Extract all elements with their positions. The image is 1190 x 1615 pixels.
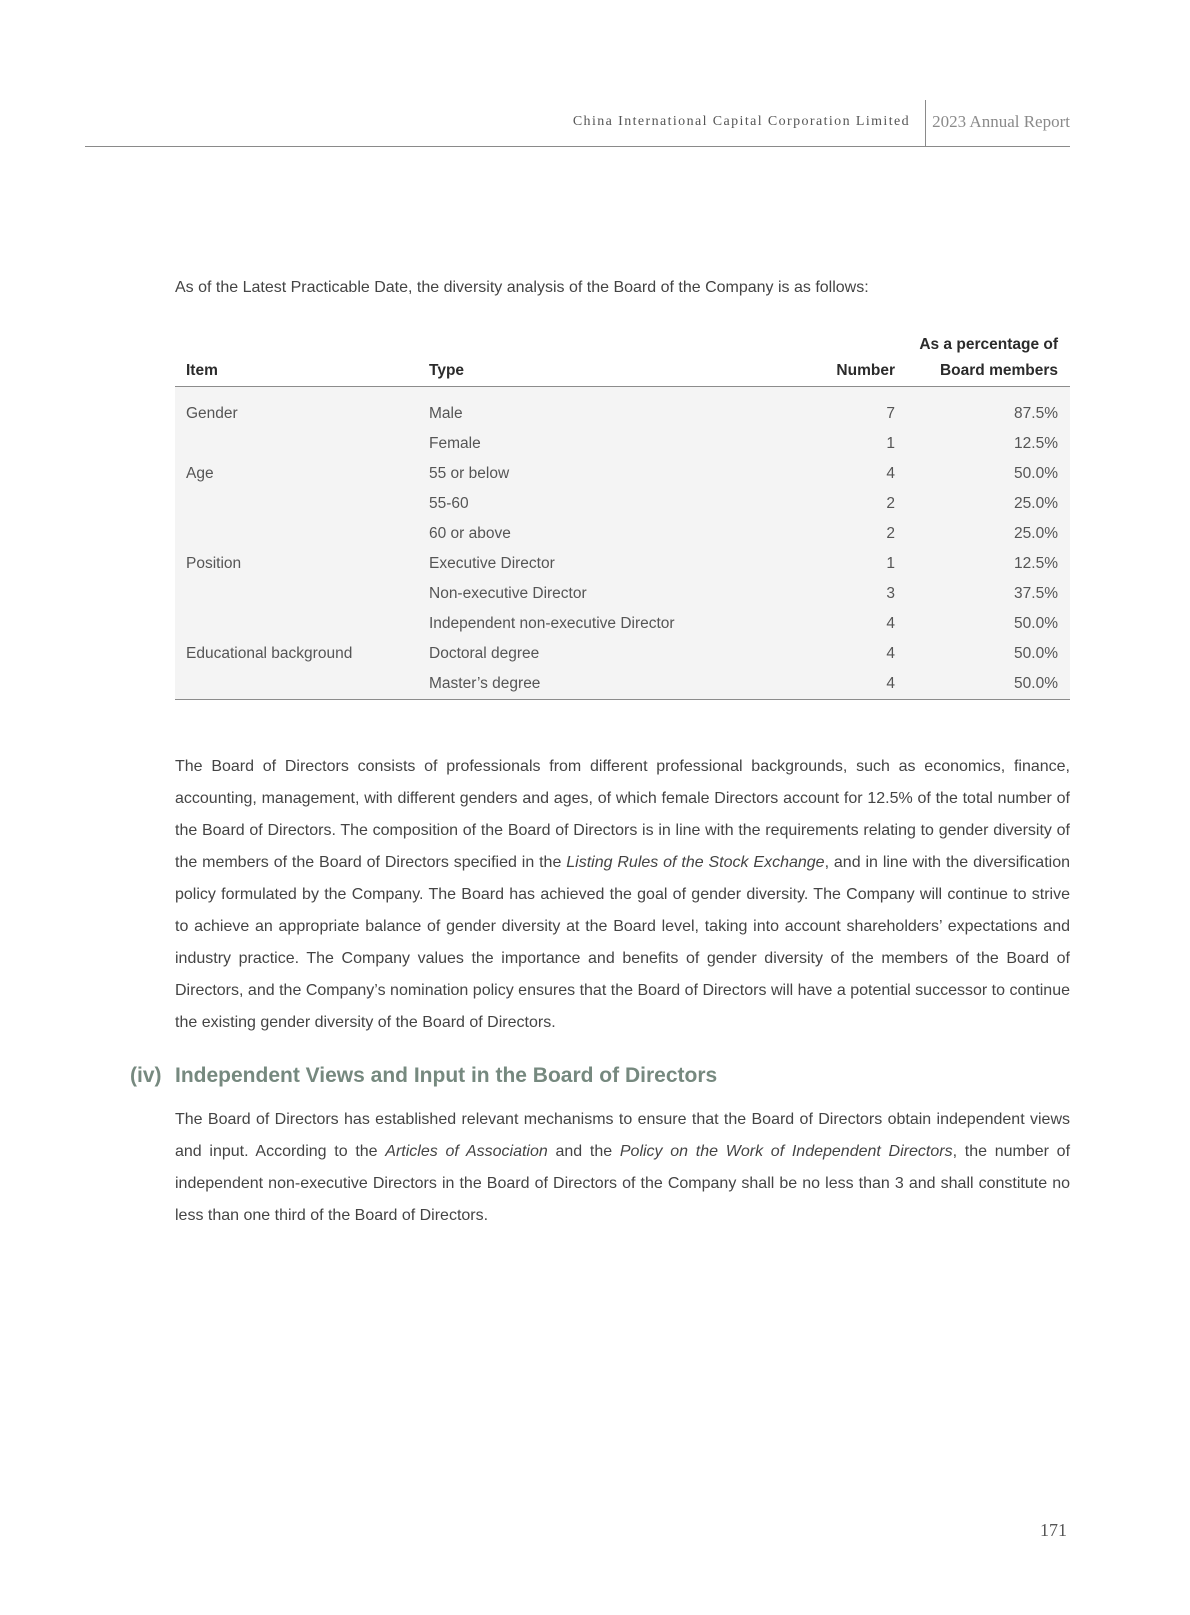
number-cell: 1 bbox=[886, 555, 895, 572]
type-cell: Master’s degree bbox=[418, 669, 793, 700]
type-cell: 55 or below bbox=[429, 465, 510, 482]
item-cell bbox=[175, 489, 418, 519]
type-cell: Executive Director bbox=[429, 555, 555, 572]
pct-cell: 12.5% bbox=[1014, 555, 1058, 572]
item-cell: Age bbox=[186, 465, 214, 482]
item-cell: Educational background bbox=[186, 645, 353, 662]
type-cell: Independent non-executive Director bbox=[429, 615, 675, 632]
item-cell bbox=[175, 609, 418, 639]
type-cell: Doctoral degree bbox=[429, 645, 540, 662]
type-cell: Non-executive Director bbox=[429, 585, 587, 602]
table-row bbox=[175, 489, 1070, 519]
table-row bbox=[175, 519, 1070, 549]
item-header: Item bbox=[175, 362, 418, 387]
table-row bbox=[175, 387, 1070, 430]
item-cell bbox=[175, 429, 418, 459]
table-row bbox=[175, 429, 1070, 459]
intro-text: As of the Latest Practicable Date, the diversity analysis of the Board of the Company is as follows: bbox=[175, 279, 869, 296]
listing-rules-reference: Listing Rules of the Stock Exchange bbox=[566, 854, 825, 871]
pct-cell: 37.5% bbox=[1014, 585, 1058, 602]
number-cell: 4 bbox=[886, 465, 895, 482]
section-number: (iv) bbox=[130, 1064, 162, 1087]
pct-cell: 50.0% bbox=[1014, 615, 1058, 632]
pct-cell: 12.5% bbox=[1014, 435, 1058, 452]
pct-cell: 50.0% bbox=[1014, 645, 1058, 662]
table-row bbox=[175, 609, 1070, 639]
section-heading bbox=[130, 1064, 717, 1088]
number-cell: 3 bbox=[886, 585, 895, 602]
policy-reference: Policy on the Work of Independent Directors bbox=[619, 1143, 953, 1160]
type-cell: 60 or above bbox=[429, 525, 511, 542]
board-diversity-table bbox=[175, 336, 1070, 700]
page-header bbox=[85, 100, 1070, 147]
item-cell: Position bbox=[186, 555, 242, 572]
item-cell bbox=[175, 519, 418, 549]
pct-cell: 50.0% bbox=[1014, 465, 1058, 482]
number-cell: 4 bbox=[886, 615, 895, 632]
number-header: Number bbox=[793, 362, 907, 387]
number-cell: 2 bbox=[886, 525, 895, 542]
type-cell: Female bbox=[429, 435, 481, 452]
item-cell bbox=[175, 579, 418, 609]
section-title: Independent Views and Input in the Board of Directors bbox=[175, 1064, 718, 1087]
diversity-paragraph: The Board of Directors consists of professionals from different professional backgrounds, such as economics, finance, accounting, management, with different genders and ages, of which female Directors account for 12.5% of the total number of the Board of Directors. The composition of the Board of Directors is in line with the requirements relating to gender diversity of the members of the Board of Directors specified in the Listing Rules of the Stock Exchange, and in line with the diversification policy formulated by the Company. The Board has achieved the goal of gender diversity. The Company will continue to strive to achieve an appropriate balance of gender diversity at the Board level, taking into account shareholders’ expectations and industry practice. The Company values the importance and benefits of gender diversity of the members of the Board of Directors, and the Company’s nomination policy ensures that the Board of Directors will have a potential successor to continue the existing gender diversity of the Board of Directors. bbox=[175, 758, 1070, 1031]
item-cell: Gender bbox=[186, 405, 238, 422]
company-name: China International Capital Corporation Limited bbox=[572, 114, 910, 129]
report-title: 2023 Annual Report bbox=[932, 112, 1070, 131]
type-cell: Male bbox=[429, 405, 463, 422]
item-cell bbox=[175, 669, 418, 700]
type-header: Type bbox=[418, 362, 793, 387]
table-row bbox=[175, 579, 1070, 609]
number-cell: 4 bbox=[886, 645, 895, 662]
pct-cell: 25.0% bbox=[1014, 525, 1058, 542]
pct-header-line1: As a percentage of bbox=[919, 336, 1058, 353]
table-row bbox=[175, 459, 1070, 489]
pct-header-line2: Board members bbox=[907, 362, 1070, 387]
page-number: 171 bbox=[1040, 1520, 1067, 1540]
number-cell: 1 bbox=[886, 435, 895, 452]
articles-reference: Articles of Association bbox=[385, 1143, 548, 1160]
number-cell: 4 bbox=[793, 669, 907, 700]
table-row bbox=[175, 639, 1070, 669]
table-row bbox=[175, 549, 1070, 579]
header-divider bbox=[925, 100, 926, 146]
type-cell: 55-60 bbox=[429, 495, 469, 512]
independent-views-paragraph: The Board of Directors has established relevant mechanisms to ensure that the Board of Directors obtain independent views and input. According to the Articles of Association and the Policy on the Work of Independent Directors, the number of independent non-executive Directors in the Board of Directors of the Company shall be no less than 3 and shall constitute no less than one third of the Board of Directors. bbox=[175, 1111, 1071, 1224]
number-cell: 7 bbox=[886, 405, 895, 422]
pct-cell: 87.5% bbox=[1014, 405, 1058, 422]
pct-cell: 50.0% bbox=[907, 669, 1070, 700]
table-row bbox=[175, 669, 1070, 700]
pct-cell: 25.0% bbox=[1014, 495, 1058, 512]
number-cell: 2 bbox=[886, 495, 895, 512]
